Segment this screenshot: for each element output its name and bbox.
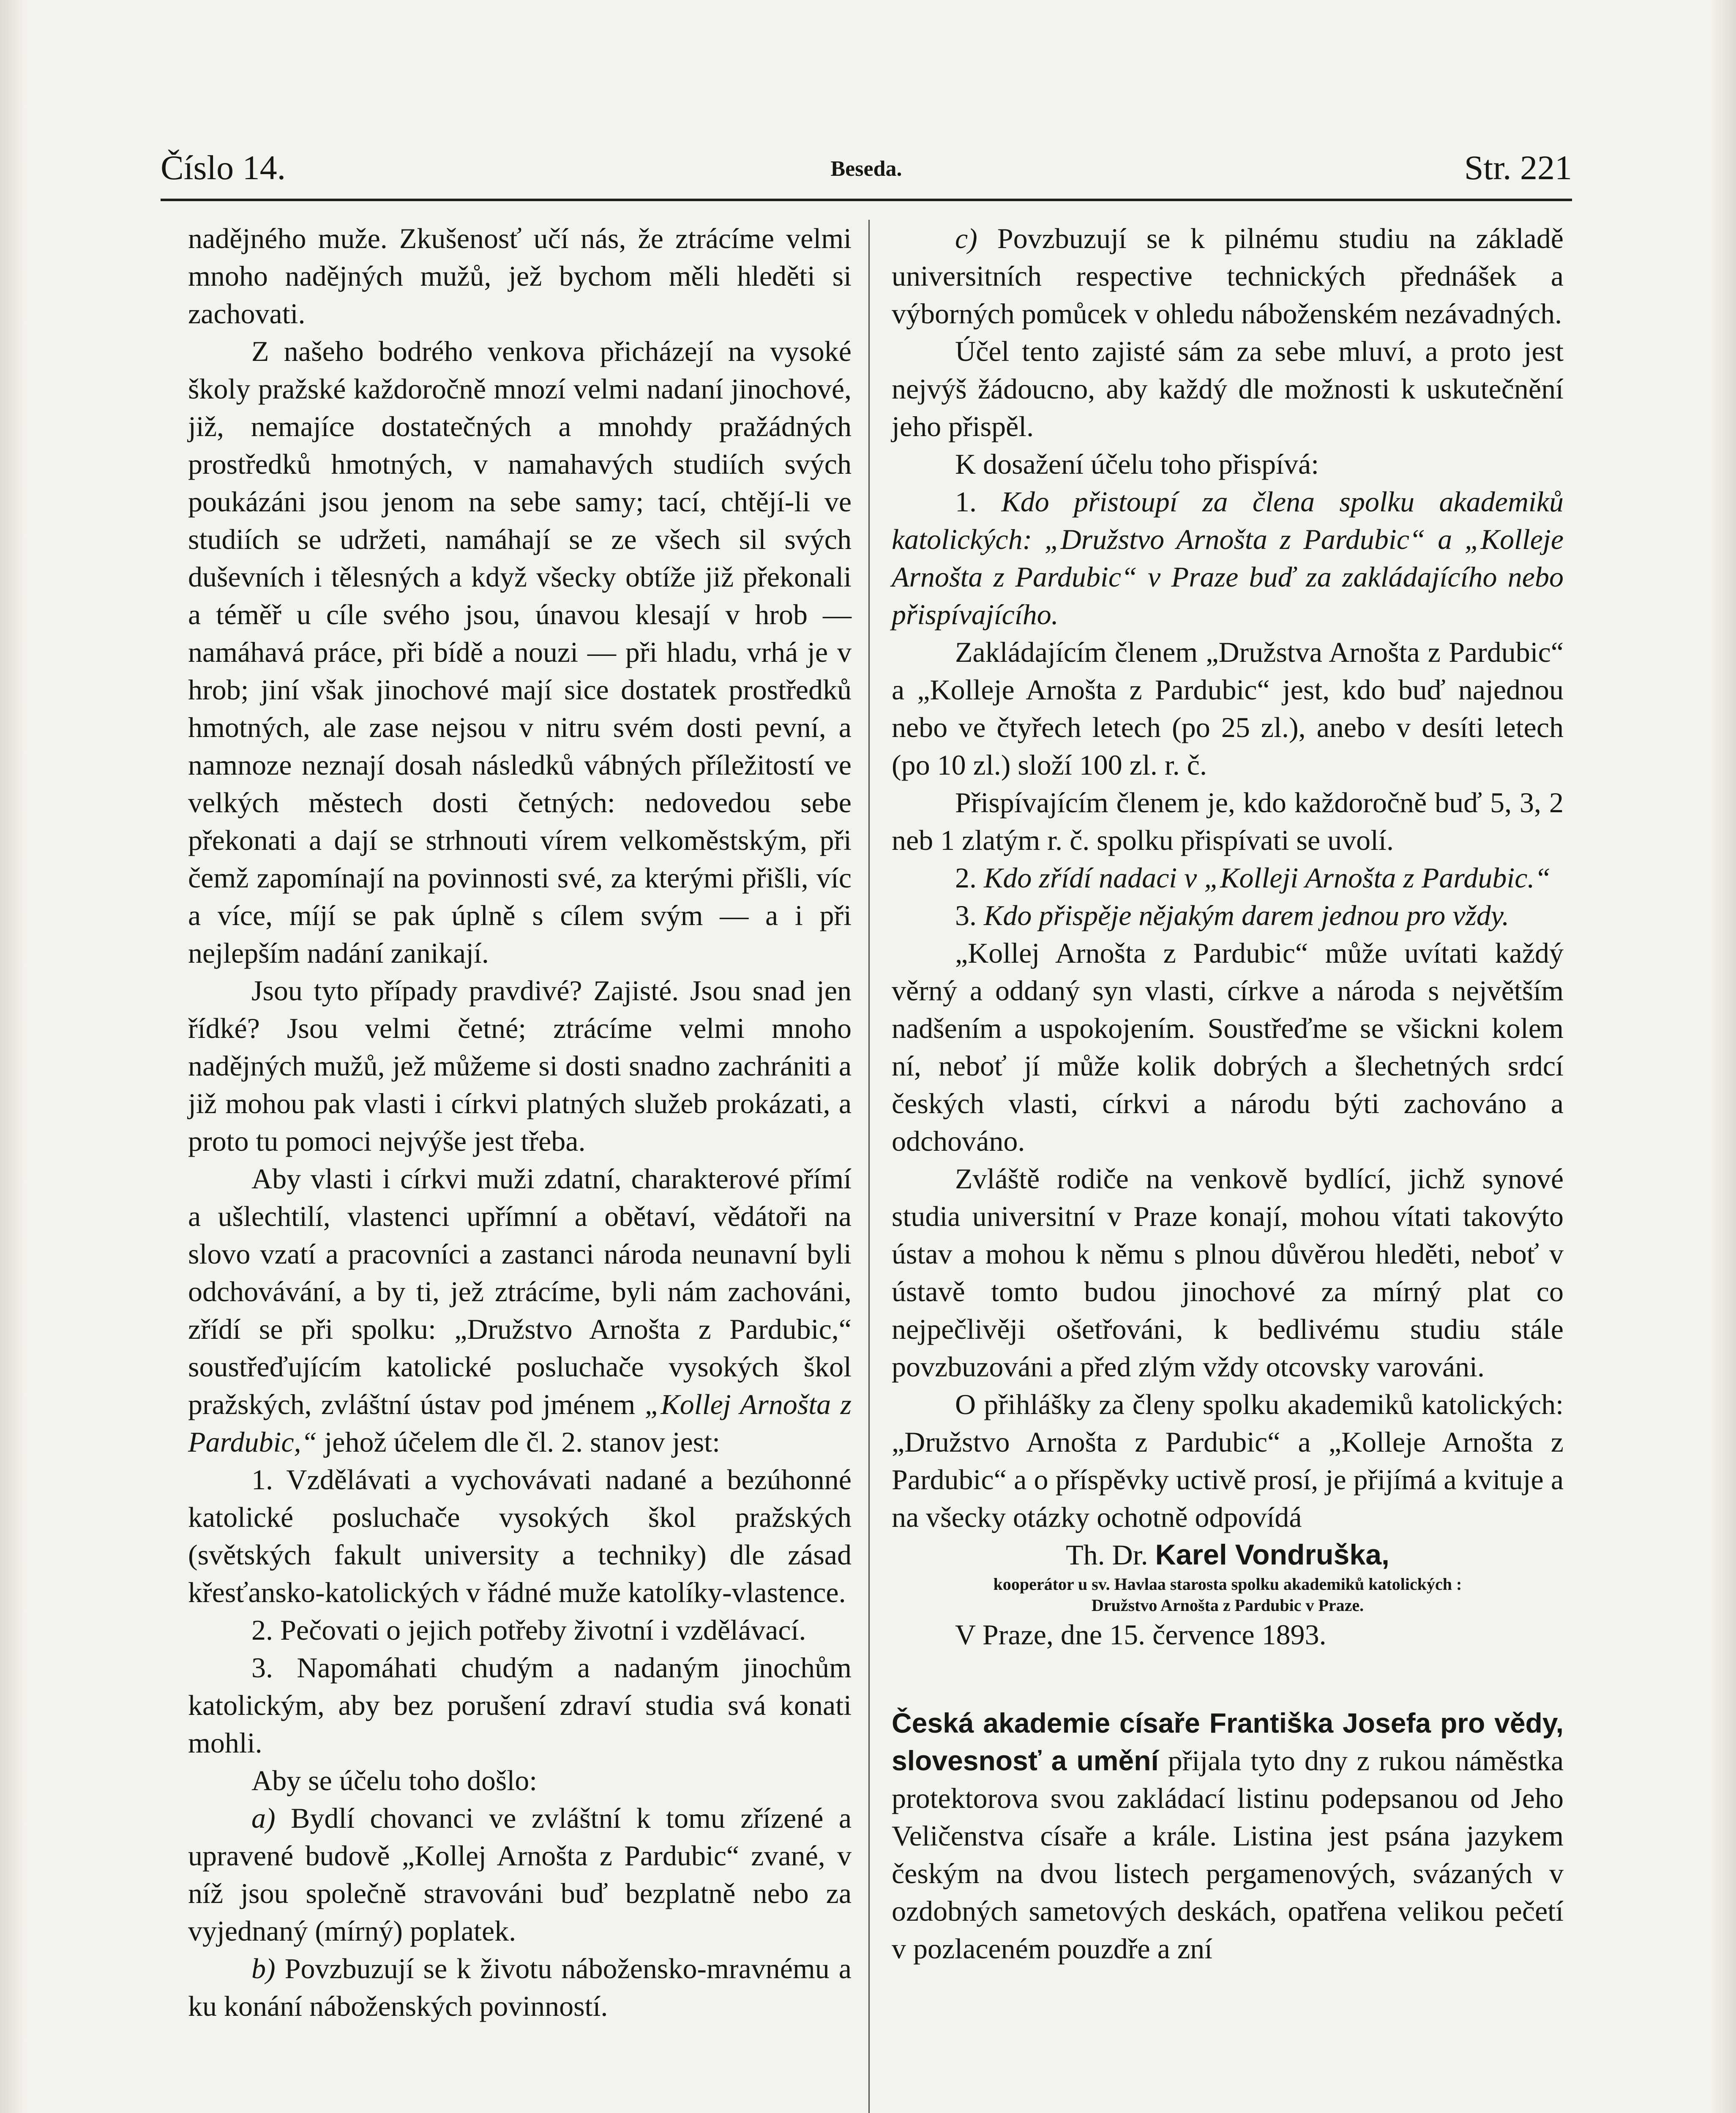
text-run: Povzbuzují se k pilnému studiu na základě universitních respective technických přednášek a výborných pomůcek v ohledu náboženském nezávadných. <box>892 222 1564 330</box>
list-item <box>188 1950 852 2025</box>
dateline: V Praze, dne 15. července 1893. <box>955 1619 1327 1651</box>
paragraph: Z našeho bodrého venkova přicházejí na vysoké školy pražské každoročně mnozí velmi nadaní jinochové, již, nemajíce dostatečných a mnohdy pražádných prostředků hmotných, v namahavých studiích svých poukázáni jsou jenom na sebe samy; tací, chtějí-li ve studiích se udržeti, namáhají se ze všech sil svých duševních i tělesných a když všecky obtíže již překonali a téměř u cíle svého jsou, únavou klesají v hrob — namáhavá práce, při bídě a nouzi — při hladu, vrhá je v hrob; jiní však jinochové mají sice dostatek prostředků hmotných, ale zase nejsou v nitru svém dosti pevní, a namnoze neznají dosah následků vábných příležitostí ve velkých městech dosti četných: nedovedou sebe překonati a dají se strhnouti vírem velkoměstským, při čemž zapomínají na povinnosti své, za kterými přišli, víc a více, míjí se pak úplně s cílem svým — a i při nejlepším nadání zanikají. <box>188 335 852 969</box>
list-item <box>892 859 1564 897</box>
page-header <box>161 139 1572 194</box>
paragraph: K dosažení účelu toho přispívá: <box>955 448 1319 480</box>
paragraph: O přihlášky za členy spolku akademiků katolických: „Družstvo Arnošta z Pardubic“ a „Kolleje Arnošta z Pardubic“ a o příspěvky uctivě prosí, je přijímá a kvituje a na všecky otázky ochotně odpovídá <box>892 1388 1564 1533</box>
text-run: Kdo přispěje nějakým darem jednou pro vždy. <box>977 899 1509 931</box>
paragraph: Účel tento zajisté sám za sebe mluví, a proto jest nejvýš žádoucno, aby každý dle možnosti k uskutečnění jeho přispěl. <box>892 335 1564 442</box>
paragraph: Jsou tyto případy pravdivé? Zajisté. Jsou snad jen řídké? Jsou velmi četné; ztrácíme velmi mnoho nadějných mužů, jež můžeme si dosti snadno zachrániti a již mohou pak vlasti i církvi platných služeb prokázati, a proto tu pomoci nejvýše jest třeba. <box>188 975 852 1157</box>
paragraph: Zakládajícím členem „Družstva Arnošta z Pardubic“ a „Kolleje Arnošta z Pardubic“ jest, kdo buď najednou nebo ve čtyřech letech (po 25 zl.), anebo v desíti letech (po 10 zl.) složí 100 zl. r. č. <box>892 636 1564 781</box>
signature-affiliation: kooperátor u sv. Havlaa starosta spolku akademiků katolických : <box>993 1575 1462 1594</box>
paragraph <box>892 1704 1564 1968</box>
text-run: Povzbuzují se k životu nábožensko-mravnému a ku konání náboženských povinností. <box>188 1952 852 2022</box>
signature-title: Th. Dr. <box>1066 1539 1148 1571</box>
list-item <box>892 220 1564 333</box>
paragraph: Aby se účelu toho došlo: <box>251 1764 538 1796</box>
paragraph: Zvláště rodiče na venkově bydlící, jichž synové studia universitní v Praze konají, mohou vítati takovýto ústav a mohou k němu s plnou důvěrou hleděti, neboť v ústavě tomto budou jinochové za mírný plat co nejpečlivěji ošetřováni, k bedlivému studiu stále povzbuzováni a před zlým vždy otcovsky varováni. <box>892 1163 1564 1383</box>
text-run: přijala tyto dny z rukou náměstka protektorova svou zakládací listinu podepsanou od Jeho Veličenstva císaře a krále. Listina jest psána jazykem českým na dvou listech pergamenových, svázaných v ozdobných sametových deskách, opatřena velikou pečetí v pozlaceném pouzdře a zní <box>892 1744 1564 1965</box>
list-item <box>892 483 1564 633</box>
kollej-name-italic: „Kollej Arnošta z Pardubic,“ <box>188 1388 852 1458</box>
column-divider <box>868 220 870 2113</box>
academy-name: Česká akademie císaře Františka Josefa pro vědy, slovesnosť a umění <box>892 1707 1564 1776</box>
text-run: Kdo zřídí nadaci v „Kolleji Arnošta z Pardubic.“ <box>977 862 1551 894</box>
left-column <box>188 220 852 2025</box>
list-item: 2. Pečovati o jejich potřeby životní i vzdělávací. <box>251 1614 806 1646</box>
item-label: b) <box>251 1952 276 1985</box>
item-number: 2. <box>955 862 977 894</box>
paragraph: „Kollej Arnošta z Pardubic“ může uvítati každý věrný a oddaný syn vlasti, církve a národa s největším nadšením a uspokojením. Soustřeďme se všickni kolem ní, neboť jí může kolik dobrých a šlechetných srdcí českých vlasti, církvi a národu býti zachováno a odchováno. <box>892 937 1564 1157</box>
journal-title: Beseda. <box>830 157 902 181</box>
paragraph: Přispívajícím členem je, kdo každoročně buď 5, 3, 2 neb 1 zlatým r. č. spolku přispívati se uvolí. <box>892 786 1564 856</box>
list-item <box>892 897 1564 934</box>
item-number: 1. <box>955 486 977 518</box>
text-run: jehož účelem dle čl. 2. stanov jest: <box>317 1426 720 1458</box>
paragraph: nadějného muže. Zkušenosť učí nás, že ztrácíme velmi mnoho nadějných mužů, jež bychom měli hleděti si zachovati. <box>188 222 852 330</box>
page-number: Str. 221 <box>1464 148 1572 187</box>
text-run: Kdo přistoupí za člena spolku akademiků katolických: „Družstvo Arnošta z Pardubic“ a „Kolleje Arnošta z Pardubic“ v Praze buď za zakládajícího nebo přispívajícího. <box>892 486 1564 631</box>
item-label: a) <box>251 1802 276 1834</box>
list-item: 3. Napomáhati chudým a nadaným jinochům katolickým, aby bez porušení zdraví studia svá konati mohli. <box>188 1652 852 1759</box>
text-run: Bydlí chovanci ve zvláštní k tomu zřízené a upravené budově „Kollej Arnošta z Pardubic“ zvané, v níž jsou společně stravováni buď bezplatně nebo za vyjednaný (mírný) poplatek. <box>188 1802 852 1947</box>
paragraph <box>188 1160 852 1461</box>
right-column <box>892 220 1564 1968</box>
item-label: c) <box>955 222 977 254</box>
text-run: Aby vlasti i církvi muži zdatní, charakterové přímí a ušlechtilí, vlastenci upřímní a obětaví, vědátoři na slovo vzatí a pracovníci a zastanci národa neunavní byli odchovávání, a by ti, jež ztrácíme, byli nám zachováni, zřídí se při spolku: „Družstvo Arnošta z Pardubic,“ soustřeďujícím katolické posluchače vysokých škol pražských, zvláštní ústav pod jménem <box>188 1163 852 1420</box>
issue-number: Číslo 14. <box>161 148 286 187</box>
list-item: 1. Vzdělávati a vychovávati nadané a bezúhonné katolické posluchače vysokých škol pražských (světských fakult university a techniky) dle zásad křesťansko-katolických v řádné muže katolíky-vlastence. <box>188 1463 852 1608</box>
signature-name: Karel Vondruška, <box>1155 1539 1389 1571</box>
signature-affiliation: Družstvo Arnošta z Pardubic v Praze. <box>1091 1596 1364 1615</box>
signature <box>892 1536 1564 1574</box>
header-rule <box>161 199 1572 201</box>
list-item <box>188 1799 852 1950</box>
item-number: 3. <box>955 899 977 931</box>
